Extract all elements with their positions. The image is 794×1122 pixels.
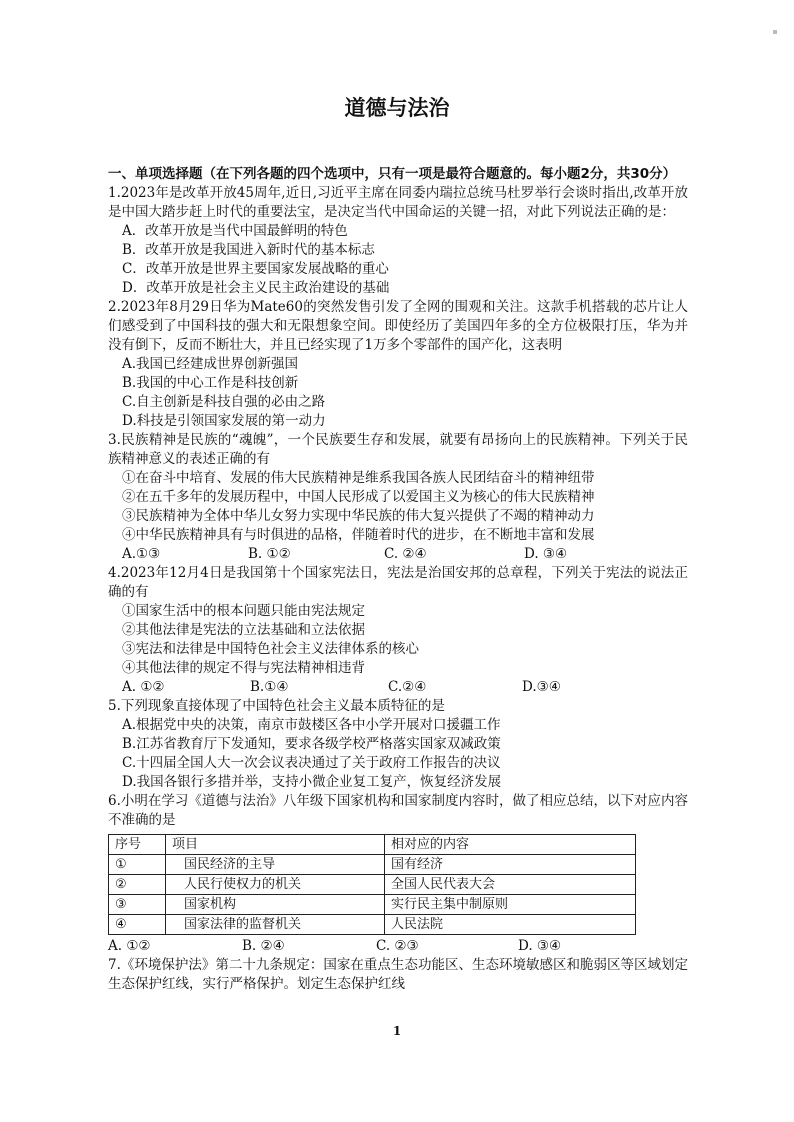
choice-c: C. ②④ xyxy=(384,546,427,562)
exam-content xyxy=(108,165,688,994)
question-1 xyxy=(108,184,688,298)
option: D.我国各银行多措并举，支持小微企业复工复产，恢复经济发展 xyxy=(122,774,502,790)
table-row xyxy=(109,895,636,915)
statement: ④其他法律的规定不得与宪法精神相违背 xyxy=(122,660,365,676)
table-cell: 人民行使权力的机关 xyxy=(166,875,385,895)
page-title: 道德与法治 xyxy=(344,96,450,120)
choice-b: B. ①② xyxy=(248,546,291,562)
statement: ③民族精神为全体中华儿女努力实现中华民族的伟大复兴提供了不竭的精神动力 xyxy=(122,508,595,524)
table-cell: 全国人民代表大会 xyxy=(385,875,636,895)
table-row xyxy=(109,915,636,935)
choice-a: A.①③ xyxy=(122,546,161,562)
choice-c: C. ②③ xyxy=(376,938,419,954)
choice-b: B. ②④ xyxy=(242,938,285,954)
page-number: 1 xyxy=(392,1024,402,1038)
table-cell: ① xyxy=(109,855,166,875)
question-stem: 6.小明在学习《道德与法治》八年级下国家机构和国家制度内容时，做了相应总结，以下对应内容不准确的是 xyxy=(108,793,688,828)
choice-d: D.③④ xyxy=(522,679,561,695)
answer-choices xyxy=(108,545,688,564)
option: C.自主创新是科技自强的必由之路 xyxy=(122,394,326,410)
option: A.我国已经建成世界创新强国 xyxy=(122,356,299,372)
table-header: 相对应的内容 xyxy=(385,835,636,855)
question-stem: 1.2023年是改革开放45周年,近日,习近平主席在同委内瑞拉总统马杜罗举行会谈时指出,改革开放是中国大踏步赶上时代的重要法宝，是决定当代中国命运的关键一招，对此下列说法正确的是： xyxy=(108,185,688,220)
question-stem: 2.2023年8月29日华为Mate60的突然发售引发了全网的围观和关注。这款手机搭载的芯片让人们感受到了中国科技的强大和无限想象空间。即使经历了美国四年多的全方位极限打压，华为并没有倒下，反而不断壮大，并且已经实现了1万多个零部件的国产化，这表明 xyxy=(108,299,688,353)
table-cell: ③ xyxy=(109,895,166,915)
option: B.我国的中心工作是科技创新 xyxy=(122,375,299,391)
choice-c: C.②④ xyxy=(388,679,427,695)
choice-d: D. ③④ xyxy=(524,546,568,562)
section-heading: 一、单项选择题（在下列各题的四个选项中，只有一项是最符合题意的。每小题2分，共30分） xyxy=(108,166,677,182)
choice-a: A. ①② xyxy=(122,679,165,695)
table-cell: 国民经济的主导 xyxy=(166,855,385,875)
statement: ①国家生活中的根本问题只能由宪法规定 xyxy=(122,603,365,619)
question-5 xyxy=(108,697,688,792)
question-4 xyxy=(108,564,688,697)
table-header: 序号 xyxy=(109,835,166,855)
statement: ①在奋斗中培育、发展的伟大民族精神是维系我国各族人民团结奋斗的精神纽带 xyxy=(122,470,595,486)
choice-a: A. ①② xyxy=(108,938,151,954)
question-3 xyxy=(108,431,688,564)
option: C．改革开放是世界主要国家发展战略的重心 xyxy=(122,261,389,277)
answer-choices xyxy=(108,678,688,697)
scan-mark xyxy=(773,30,777,34)
question-7 xyxy=(108,956,688,994)
statement: ④中华民族精神具有与时俱进的品格，伴随着时代的进步，在不断地丰富和发展 xyxy=(122,527,595,543)
table-cell: 国有经济 xyxy=(385,855,636,875)
table-row xyxy=(109,875,636,895)
option: B．改革开放是我国进入新时代的基本标志 xyxy=(122,242,375,258)
question-6 xyxy=(108,792,688,956)
question-2 xyxy=(108,298,688,431)
question-stem: 3.民族精神是民族的“魂魄”，一个民族要生存和发展，就要有昂扬向上的民族精神。下列关于民族精神意义的表述正确的有 xyxy=(108,432,688,467)
table-header: 项目 xyxy=(166,835,385,855)
table-cell: ② xyxy=(109,875,166,895)
table-cell: 实行民主集中制原则 xyxy=(385,895,636,915)
table-cell: 国家法律的监督机关 xyxy=(166,915,385,935)
statement: ③宪法和法律是中国特色社会主义法律体系的核心 xyxy=(122,641,419,657)
table-cell: ④ xyxy=(109,915,166,935)
table-row xyxy=(109,855,636,875)
statement: ②在五千多年的发展历程中，中国人民形成了以爱国主义为核心的伟大民族精神 xyxy=(122,489,595,505)
table-header-row xyxy=(109,835,636,855)
choice-b: B.①④ xyxy=(250,679,289,695)
option: A．改革开放是当代中国最鲜明的特色 xyxy=(122,223,348,239)
table-cell: 人民法院 xyxy=(385,915,636,935)
question-stem: 5.下列现象直接体现了中国特色社会主义最本质特征的是 xyxy=(108,698,445,714)
question-stem: 7.《环境保护法》第二十九条规定：国家在重点生态功能区、生态环境敏感区和脆弱区等区域划定生态保护红线，实行严格保护。划定生态保护红线 xyxy=(108,957,688,992)
answer-choices xyxy=(108,937,688,956)
table-cell: 国家机构 xyxy=(166,895,385,915)
option: D.科技是引领国家发展的第一动力 xyxy=(122,413,326,429)
option: D．改革开放是社会主义民主政治建设的基础 xyxy=(122,280,390,296)
summary-table xyxy=(108,834,636,935)
option: C.十四届全国人大一次会议表决通过了关于政府工作报告的决议 xyxy=(122,755,501,771)
option: A.根据党中央的决策，南京市鼓楼区各中小学开展对口援疆工作 xyxy=(122,717,501,733)
question-stem: 4.2023年12月4日是我国第十个国家宪法日，宪法是治国安邦的总章程，下列关于宪法的说法正确的有 xyxy=(108,565,688,600)
statement: ②其他法律是宪法的立法基础和立法依据 xyxy=(122,622,365,638)
choice-d: D. ③④ xyxy=(518,938,562,954)
option: B.江苏省教育厅下发通知，要求各级学校严格落实国家双减政策 xyxy=(122,736,501,752)
